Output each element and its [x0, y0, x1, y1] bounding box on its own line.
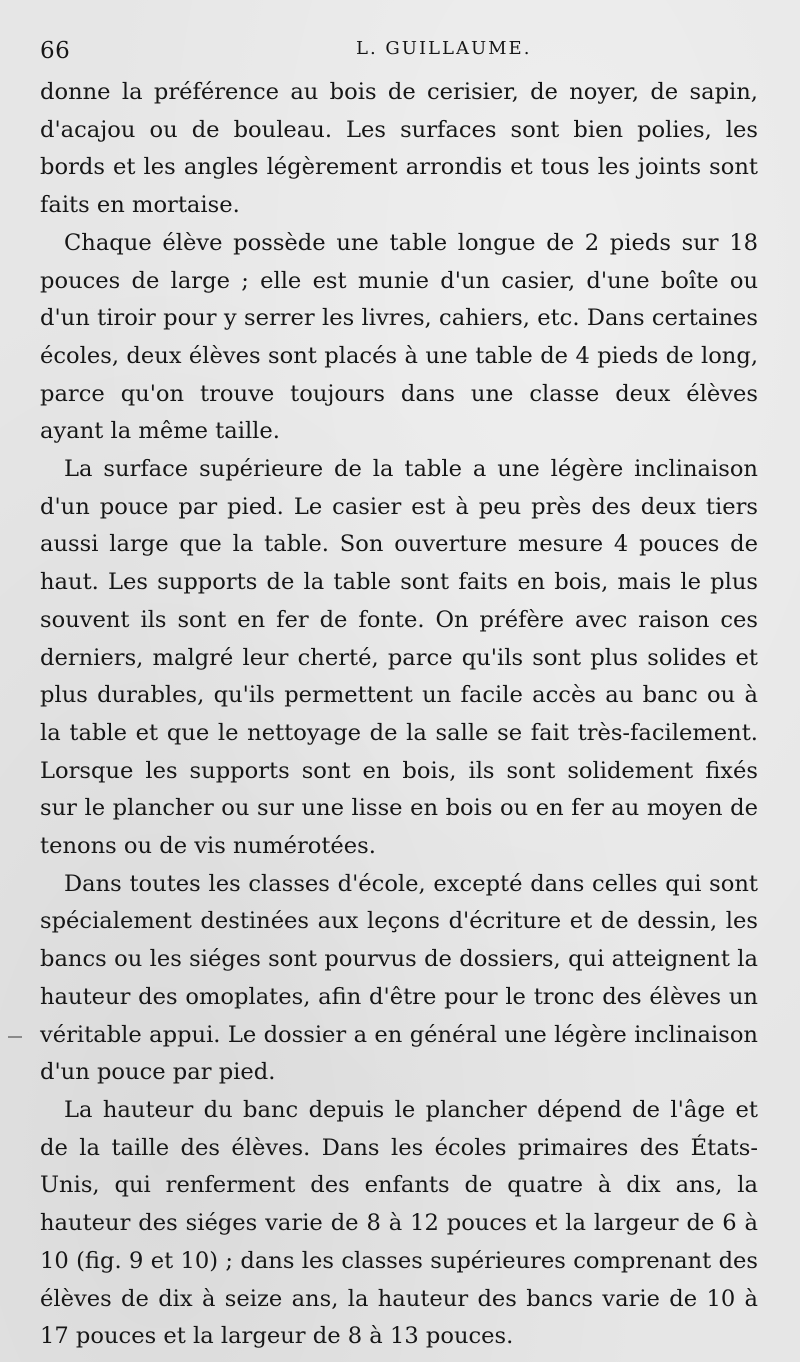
- page-body: [40, 74, 758, 1356]
- margin-mark: [8, 1036, 22, 1038]
- paragraph: La surface supérieure de la table a une légère inclinaison d'un pouce par pied. Le casier est à peu près des deux tiers aussi large que la table. Son ouverture mesure 4 pouces de haut. Les supports de la table sont faits en bois, mais le plus souvent ils sont en fer de fonte. On préfère avec raison ces derniers, malgré leur cherté, parce qu'ils sont plus solides et plus durables, qu'ils permettent un facile accès au banc ou à la table et que le nettoyage de la salle se fait très-facilement. Lorsque les supports sont en bois, ils sont solidement fixés sur le plancher ou sur une lisse en bois ou en fer au moyen de tenons ou de vis numérotées.: [40, 456, 758, 860]
- page-header: [40, 34, 760, 70]
- running-head: L. GUILLAUME.: [356, 38, 532, 59]
- page-number: 66: [40, 38, 71, 64]
- paragraph: La hauteur du banc depuis le plancher dépend de l'âge et de la taille des élèves. Dans les écoles primaires des États-Unis, qui renferment des enfants de quatre à dix ans, la hauteur des siéges varie de 8 à 12 pouces et la largeur de 6 à 10 (fig. 9 et 10) ; dans les classes supérieures comprenant des élèves de dix à seize ans, la hauteur des bancs varie de 10 à 17 pouces et la largeur de 8 à 13 pouces.: [40, 1096, 758, 1350]
- paragraph: Chaque élève possède une table longue de 2 pieds sur 18 pouces de large ; elle est munie d'un casier, d'une boîte ou d'un tiroir pour y serrer les livres, cahiers, etc. Dans certaines écoles, deux élèves sont placés à une table de 4 pieds de long, parce qu'on trouve toujours dans une classe deux élèves ayant la même taille.: [40, 229, 758, 445]
- paragraph-continuation: donne la préférence au bois de cerisier, de noyer, de sapin, d'acajou ou de bouleau. Les surfaces sont bien polies, les bords et les angles légèrement arrondis et tous les joints sont faits en mortaise.: [40, 79, 758, 219]
- paragraph: Dans toutes les classes d'école, excepté dans celles qui sont spécialement destinées aux leçons d'écriture et de dessin, les bancs ou les siéges sont pourvus de dossiers, qui atteignent la hauteur des omoplates, afin d'être pour le tronc des élèves un véritable appui. Le dossier a en général une légère inclinaison d'un pouce par pied.: [40, 870, 758, 1086]
